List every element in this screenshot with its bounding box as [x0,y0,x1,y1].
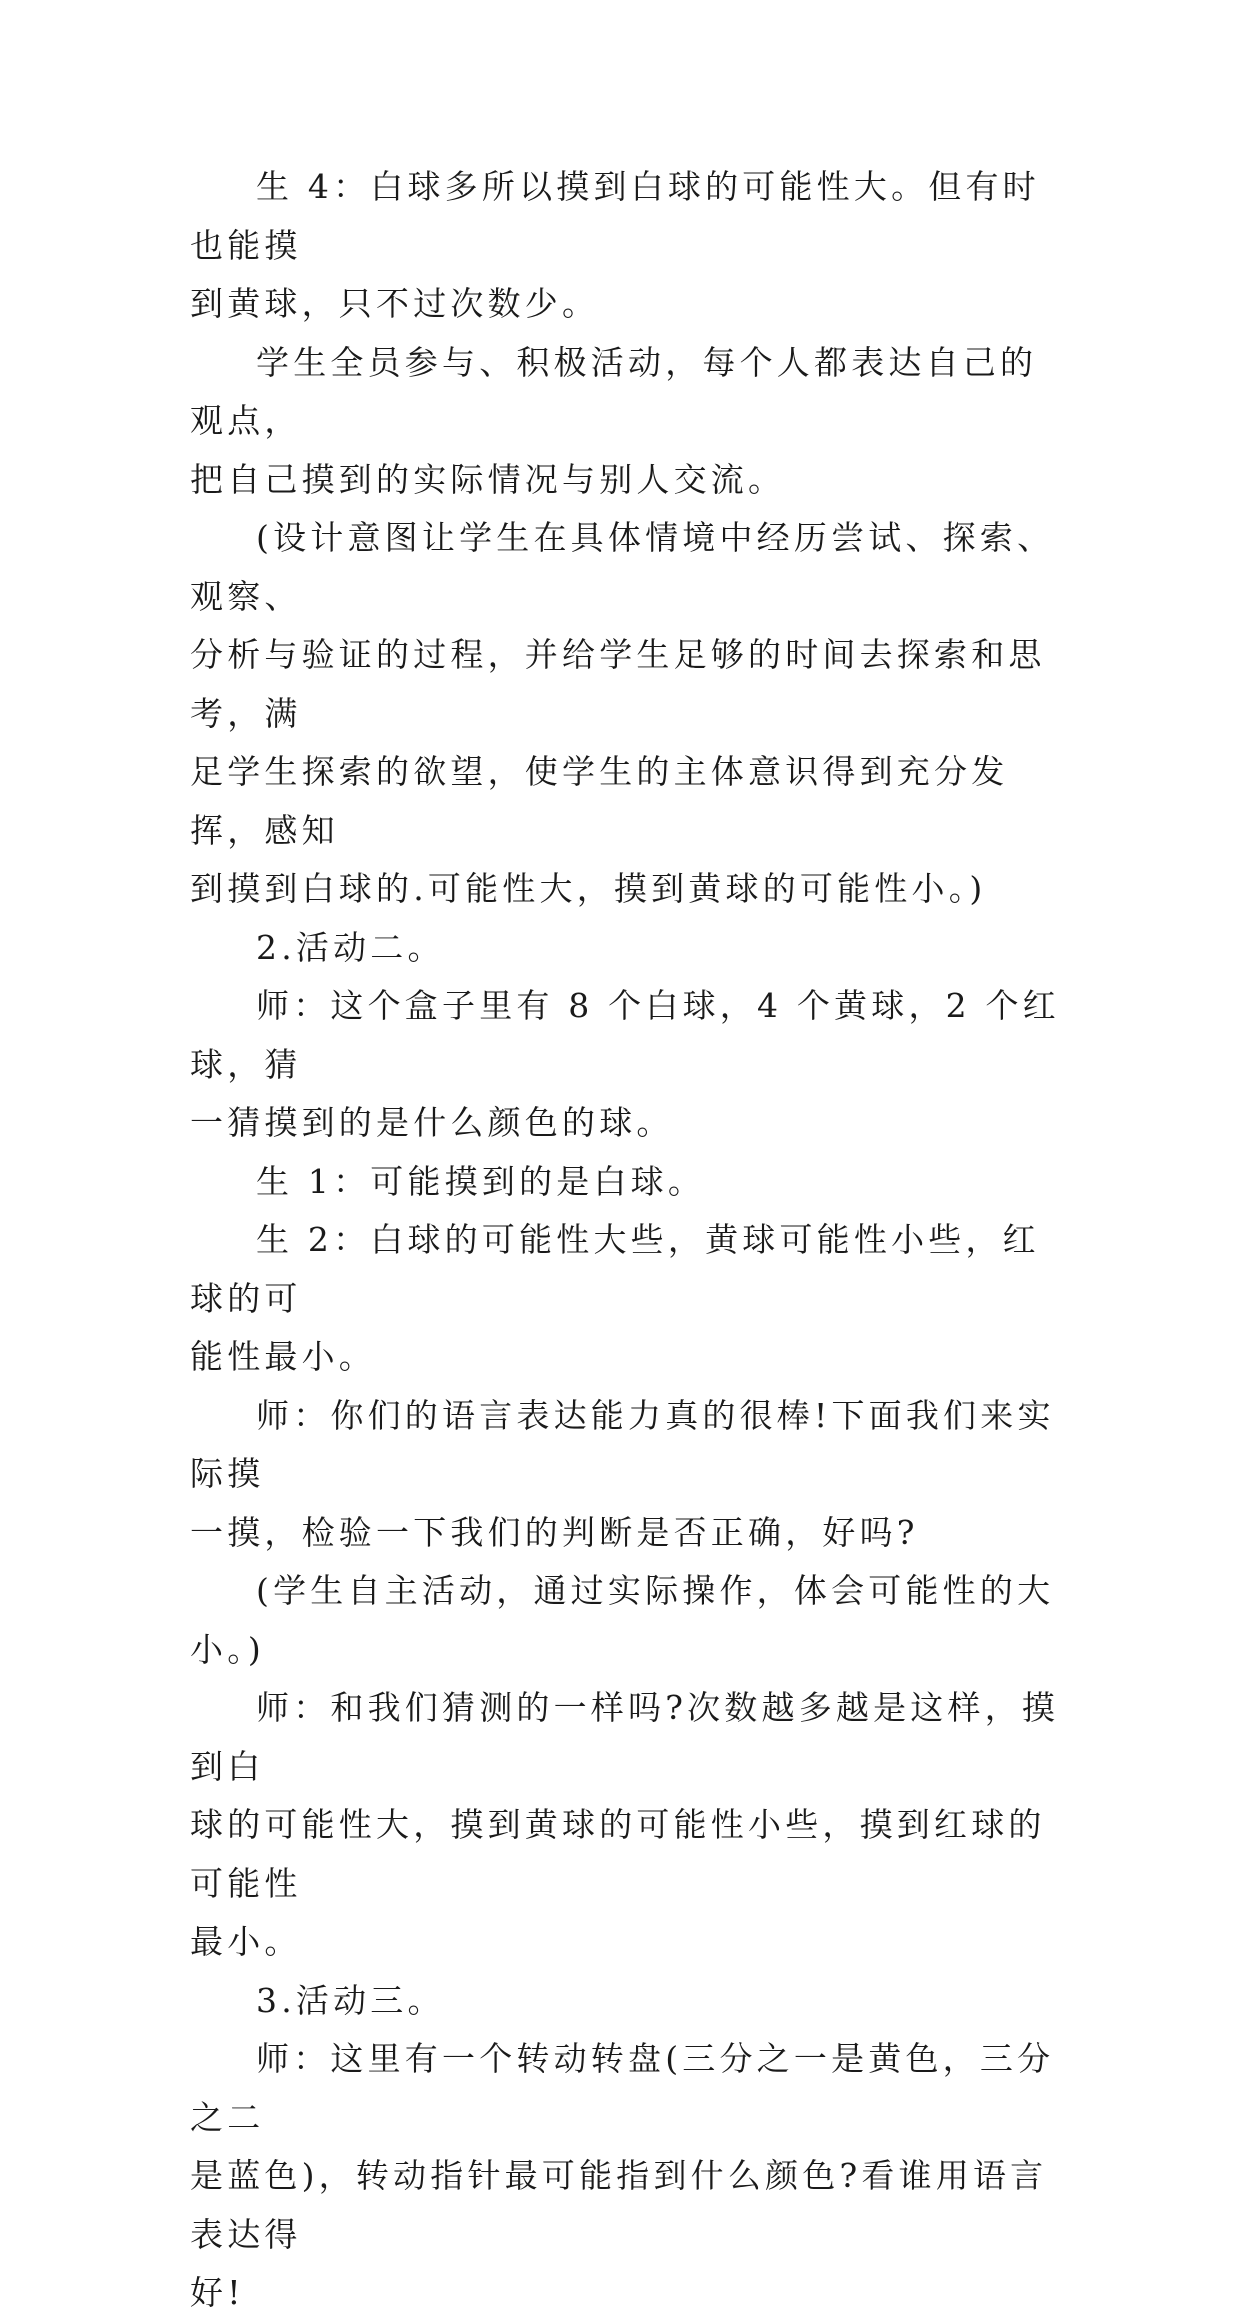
heading-activity-three: 3.活动三。 [256,1980,445,2020]
paragraph-teacher-box-question: 师：这个盒子里有 8 个白球，4 个黄球，2 个红球，猜 一猜摸到的是什么颜色的球。 [190,986,1060,1142]
paragraph-teacher-summary: 师：和我们猜测的一样吗?次数越多越是这样，摸到白 球的可能性大，摸到黄球的可能性小些，摸到红球的可能性 最小。 [190,1688,1060,1961]
paragraph-design-intent: (设计意图让学生在具体情境中经历尝试、探索、观察、 分析与验证的过程，并给学生足够的时间去探索和思考，满 足学生探索的欲望，使学生的主体意识得到充分发挥，感知 到摸到白球的.可能性大，摸到黄球的可能性小。) [190,518,1055,908]
document-body [190,158,1060,2323]
paragraph-teacher-praise: 师：你们的语言表达能力真的很棒!下面我们来实际摸 一摸，检验一下我们的判断是否正确，好吗? [190,1395,1055,1552]
paragraph-student-activity: (学生自主活动，通过实际操作，体会可能性的大小。) [190,1571,1055,1669]
paragraph-student4-answer: 生 4：白球多所以摸到白球的可能性大。但有时也能摸 到黄球，只不过次数少。 [190,167,1040,323]
paragraph-student1-answer: 生 1：可能摸到的是白球。 [256,1161,706,1201]
paragraph-class-participation: 学生全员参与、积极活动，每个人都表达自己的观点， 把自己摸到的实际情况与别人交流。 [190,342,1038,499]
paragraph-student2-answer: 生 2：白球的可能性大些，黄球可能性小些，红球的可 能性最小。 [190,1220,1040,1376]
paragraph-teacher-spinner-question: 师：这里有一个转动转盘(三分之一是黄色，三分之二 是蓝色)，转动指针最可能指到什么颜色?看谁用语言表达得 好! [190,2039,1055,2312]
heading-activity-two: 2.活动二。 [256,927,445,967]
